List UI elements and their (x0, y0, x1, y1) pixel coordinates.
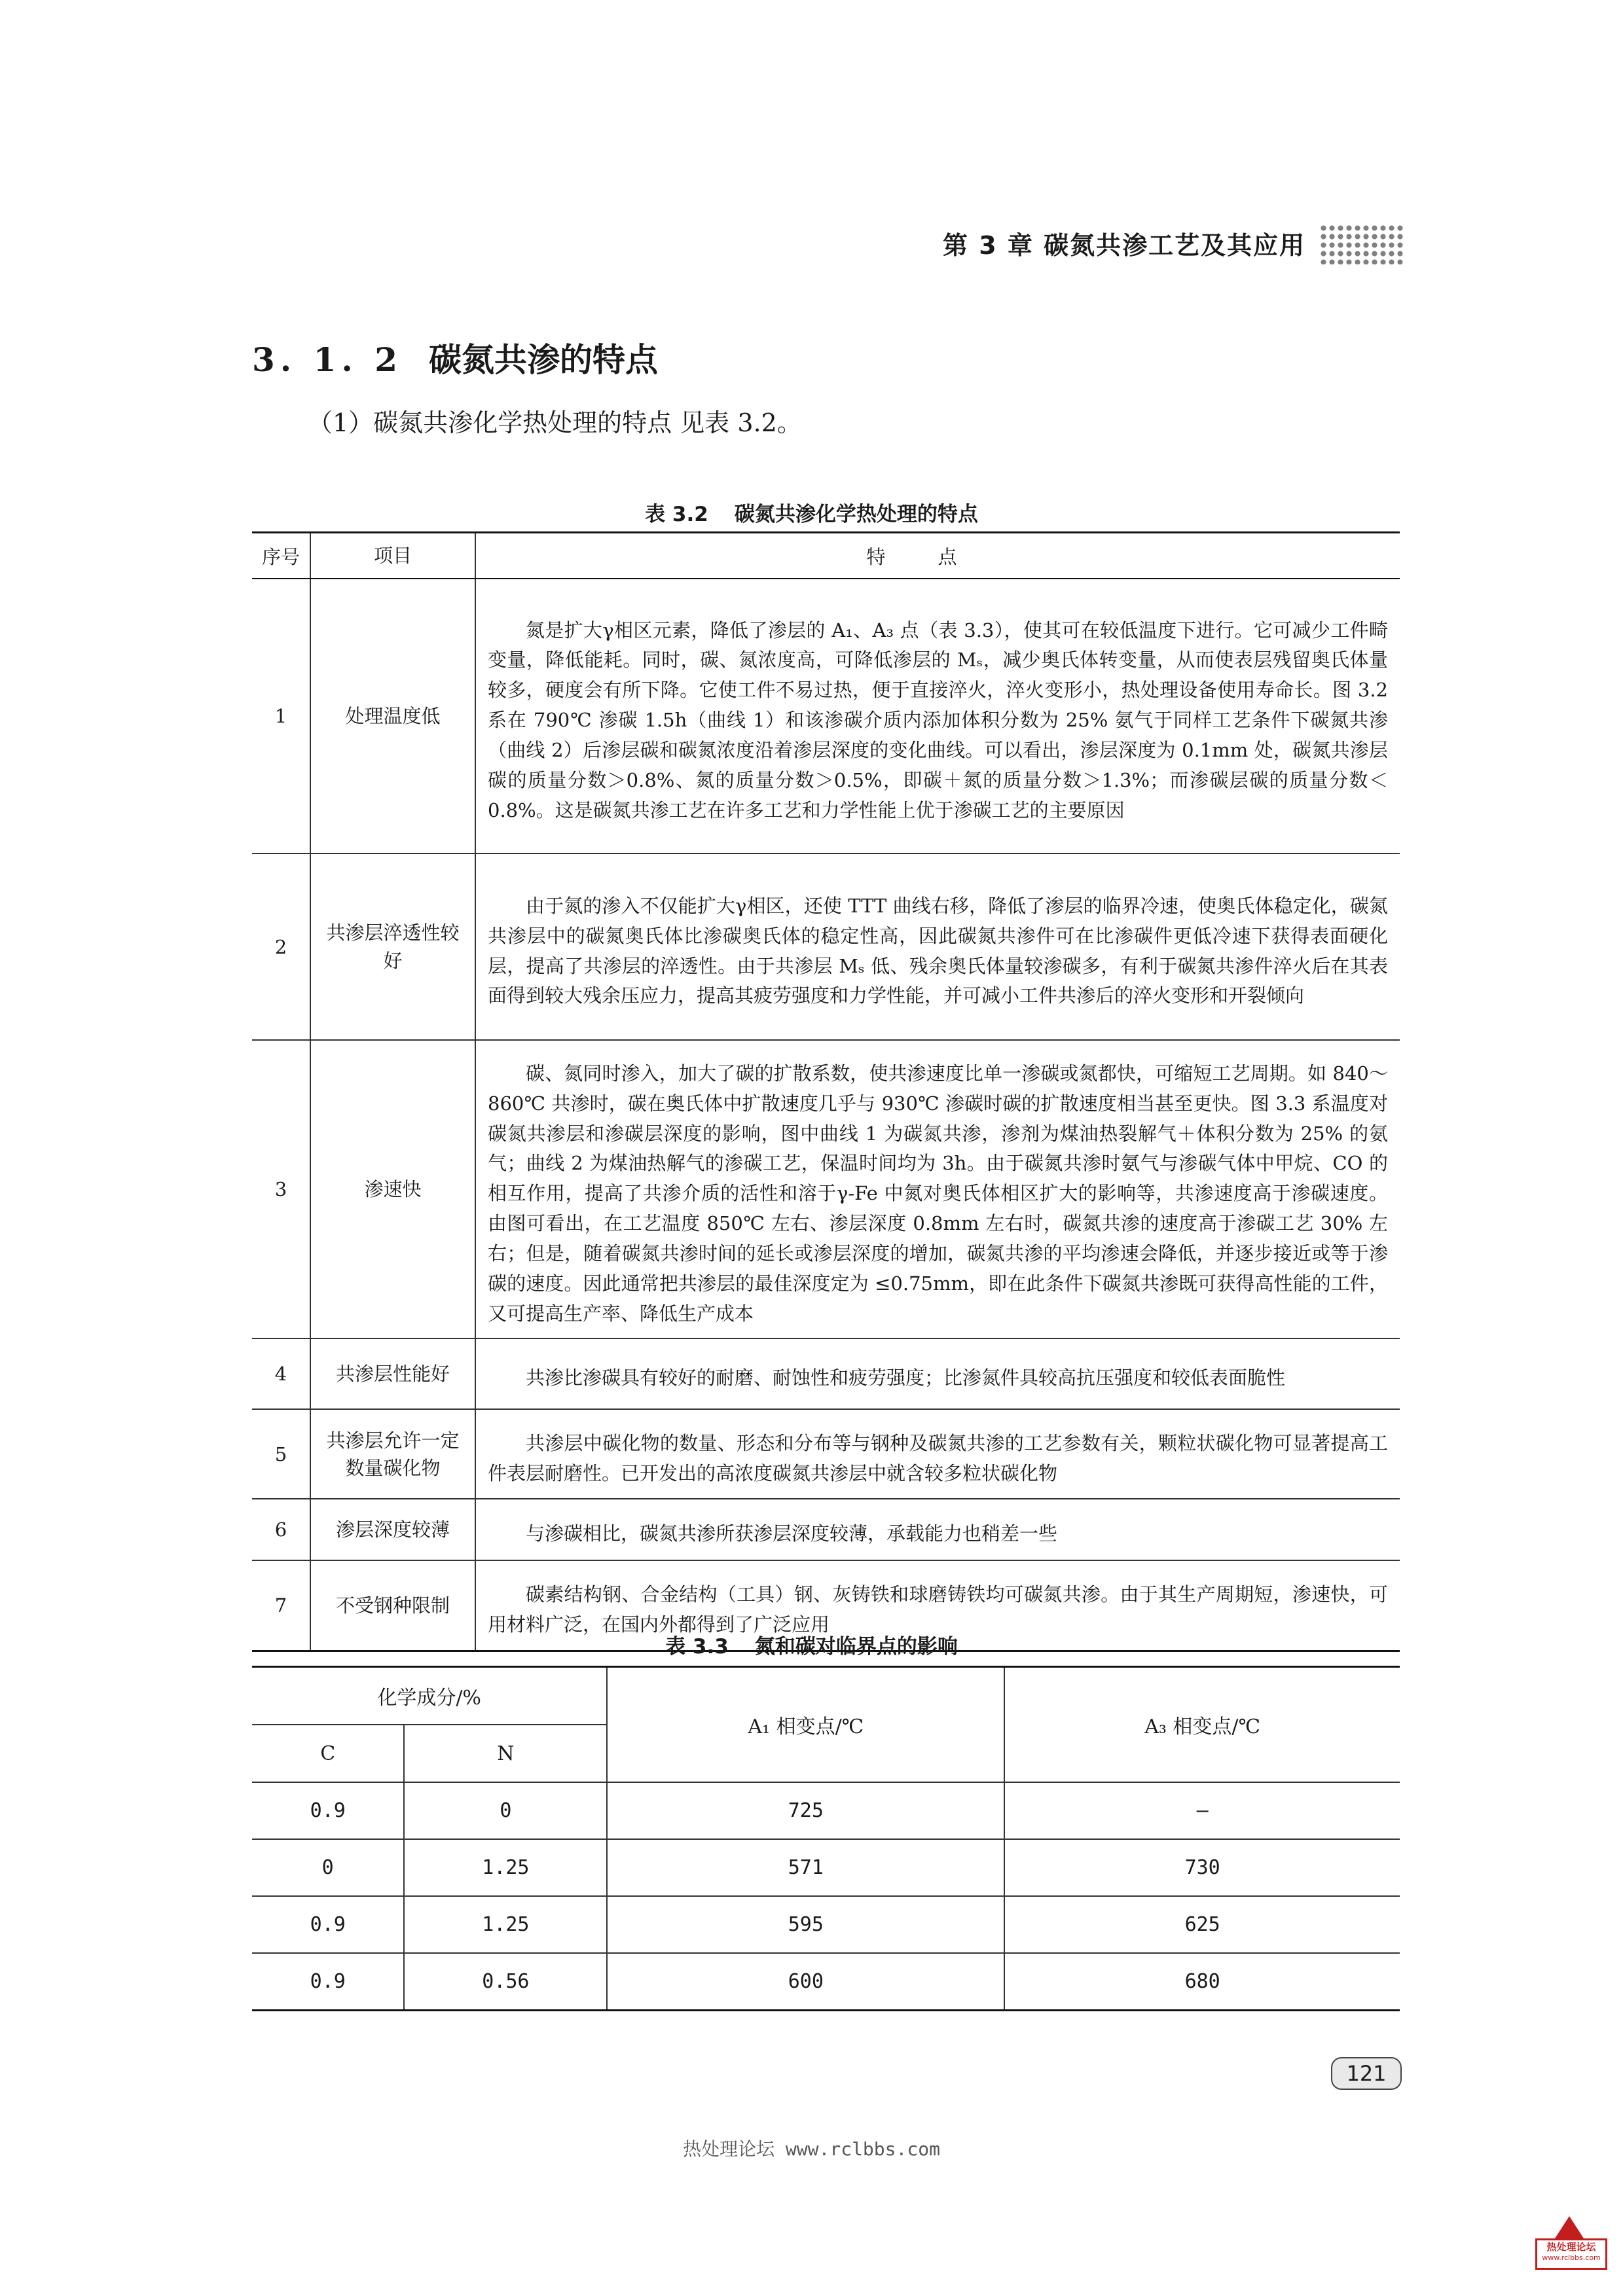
intro-paragraph: （1）碳氮共渗化学热处理的特点 见表 3.2。 (308, 408, 802, 437)
header-no: 序号 (252, 533, 310, 579)
cell-a1: 600 (607, 1953, 1004, 2011)
row-no: 3 (252, 1040, 310, 1338)
table-3-2 (252, 531, 1400, 1652)
row-feature: 由于氮的渗入不仅能扩大γ相区，还使 TTT 曲线右移，降低了渗层的临界冷速，使奥氏体稳定化，碳氮共渗层中的碳氮奥氏体比渗碳奥氏体的稳定性高，因此碳氮共渗件可在比渗碳件更低冷速下获得表面硬化层，提高了共渗层的淬透性。由于共渗层 Mₛ 低、残余奥氏体量较渗碳多，有利于碳氮共渗件淬火后在其表面得到较大残余压应力，提高其疲劳强度和力学性能，并可减小工件共渗后的淬火变形和开裂倾向 (475, 853, 1400, 1040)
cell-a3: 730 (1004, 1839, 1400, 1896)
table-3-3-caption (0, 1630, 1623, 1659)
cell-c: 0.9 (252, 1782, 404, 1839)
table-row (252, 1409, 1400, 1499)
table-row (252, 1782, 1400, 1839)
cell-a1: 571 (607, 1839, 1004, 1896)
header-item: 项目 (310, 533, 475, 579)
cell-a3: — (1004, 1782, 1400, 1839)
cell-a3: 680 (1004, 1953, 1400, 2011)
table-row (252, 1338, 1400, 1409)
row-feature: 共渗层中碳化物的数量、形态和分布等与钢种及碳氮共渗的工艺参数有关，颗粒状碳化物可显著提高工件表层耐磨性。已开发出的高浓度碳氮共渗层中就含较多粒状碳化物 (475, 1409, 1400, 1499)
row-feature: 碳、氮同时渗入，加大了碳的扩散系数，使共渗速度比单一渗碳或氮都快，可缩短工艺周期。如 840～860℃ 共渗时，碳在奥氏体中扩散速度几乎与 930℃ 渗碳时碳的扩散速度相当甚至更快。图 3.3 系温度对碳氮共渗层和渗碳层深度的影响，图中曲线 1 为碳氮共渗，渗剂为煤油热裂解气＋体积分数为 25% 的氨气；曲线 2 为煤油热解气的渗碳工艺，保温时间均为 3h。由于碳氮共渗时氨气与渗碳气体中甲烷、CO 的相互作用，提高了共渗介质的活性和溶于γ-Fe 中氮对奥氏体相区扩大的影响等，共渗速度高于渗碳速度。由图可看出，在工艺温度 850℃ 左右、渗层深度 0.8mm 左右时，碳氮共渗的速度高于渗碳工艺 30% 左右；但是，随着碳氮共渗时间的延长或渗层深度的增加，碳氮共渗的平均渗速会降低，并逐步接近或等于渗碳的速度。因此通常把共渗层的最佳深度定为 ≤0.75mm，即在此条件下碳氮共渗既可获得高性能的工件，又可提高生产率、降低生产成本 (475, 1040, 1400, 1338)
row-no: 7 (252, 1560, 310, 1651)
stamp-roof-icon (1555, 2216, 1584, 2238)
page-number: 121 (1331, 2057, 1402, 2090)
cell-c: 0.9 (252, 1896, 404, 1953)
row-item: 共渗层允许一定数量碳化物 (310, 1409, 475, 1499)
header-a1: A₁ 相变点/℃ (607, 1667, 1004, 1783)
section-title: 碳氮共渗的特点 (429, 340, 658, 379)
table-3-3 (252, 1666, 1400, 2011)
section-heading (252, 334, 658, 381)
header-n: N (404, 1725, 607, 1782)
row-item: 共渗层性能好 (310, 1338, 475, 1409)
cell-n: 1.25 (404, 1839, 607, 1896)
row-feature: 碳素结构钢、合金结构（工具）钢、灰铸铁和球磨铸铁均可碳氮共渗。由于其生产周期短，渗速快，可用材料广泛，在国内外都得到了广泛应用 (475, 1560, 1400, 1651)
row-feature: 与渗碳相比，碳氮共渗所获渗层深度较薄，承载能力也稍差一些 (475, 1499, 1400, 1560)
row-no: 2 (252, 853, 310, 1040)
row-item: 渗层深度较薄 (310, 1499, 475, 1560)
table-row (252, 853, 1400, 1040)
table-3-3-title: 氮和碳对临界点的影响 (754, 1635, 958, 1659)
row-no: 4 (252, 1338, 310, 1409)
row-item: 渗速快 (310, 1040, 475, 1338)
cell-n: 0.56 (404, 1953, 607, 2011)
cell-a1: 595 (607, 1896, 1004, 1953)
header-dot-pattern (1319, 224, 1403, 264)
stamp-box (1535, 2238, 1607, 2270)
table-3-2-title: 碳氮共渗化学热处理的特点 (734, 503, 978, 526)
chapter-title: 第 3 章 碳氮共渗工艺及其应用 (943, 231, 1306, 260)
table-3-3-number: 表 3.3 (665, 1635, 729, 1659)
cell-c: 0 (252, 1839, 404, 1896)
cell-n: 1.25 (404, 1896, 607, 1953)
table-header-row (252, 1667, 1400, 1725)
table-header-row (252, 533, 1400, 579)
table-row (252, 1040, 1400, 1338)
running-header (943, 224, 1401, 263)
table-row (252, 1839, 1400, 1896)
cell-a3: 625 (1004, 1896, 1400, 1953)
row-no: 5 (252, 1409, 310, 1499)
row-item: 共渗层淬透性较好 (310, 853, 475, 1040)
table-row (252, 1896, 1400, 1953)
header-c: C (252, 1725, 404, 1782)
row-no: 6 (252, 1499, 310, 1560)
table-3-2-caption (0, 497, 1623, 527)
table-3-2-number: 表 3.2 (645, 503, 708, 526)
stamp-url: www.rclbbs.com (1542, 2253, 1601, 2262)
stamp-text: 热处理论坛 (1546, 2241, 1596, 2253)
header-a3: A₃ 相变点/℃ (1004, 1667, 1400, 1783)
section-number: 3. 1. 2 (252, 340, 403, 379)
row-item: 不受钢种限制 (310, 1560, 475, 1651)
table-row (252, 579, 1400, 853)
row-item: 处理温度低 (310, 579, 475, 853)
header-composition: 化学成分/% (252, 1667, 607, 1725)
row-feature: 氮是扩大γ相区元素，降低了渗层的 A₁、A₃ 点（表 3.3），使其可在较低温度下进行。它可减少工件畸变量，降低能耗。同时，碳、氮浓度高，可降低渗层的 Mₛ，减少奥氏体转变量，从而使表层残留奥氏体量较多，硬度会有所下降。它使工件不易过热，便于直接淬火，淬火变形小，热处理设备使用寿命长。图 3.2 系在 790℃ 渗碳 1.5h（曲线 1）和该渗碳介质内添加体积分数为 25% 氨气于同样工艺条件下碳氮共渗（曲线 2）后渗层碳和碳氮浓度沿着渗层深度的变化曲线。可以看出，渗层深度为 0.1mm 处，碳氮共渗层碳的质量分数＞0.8%、氮的质量分数＞0.5%，即碳＋氮的质量分数＞1.3%；而渗碳层碳的质量分数＜0.8%。这是碳氮共渗工艺在许多工艺和力学性能上优于渗碳工艺的主要原因 (475, 579, 1400, 853)
cell-n: 0 (404, 1782, 607, 1839)
row-feature: 共渗比渗碳具有较好的耐磨、耐蚀性和疲劳强度；比渗氮件具较高抗压强度和较低表面脆性 (475, 1338, 1400, 1409)
header-feature: 特点 (475, 533, 1400, 579)
cell-c: 0.9 (252, 1953, 404, 2011)
table-row (252, 1499, 1400, 1560)
cell-a1: 725 (607, 1782, 1004, 1839)
table-row (252, 1953, 1400, 2011)
footer-watermark: 热处理论坛 www.rclbbs.com (683, 2138, 940, 2160)
row-no: 1 (252, 579, 310, 853)
forum-stamp-logo (1529, 2212, 1607, 2271)
